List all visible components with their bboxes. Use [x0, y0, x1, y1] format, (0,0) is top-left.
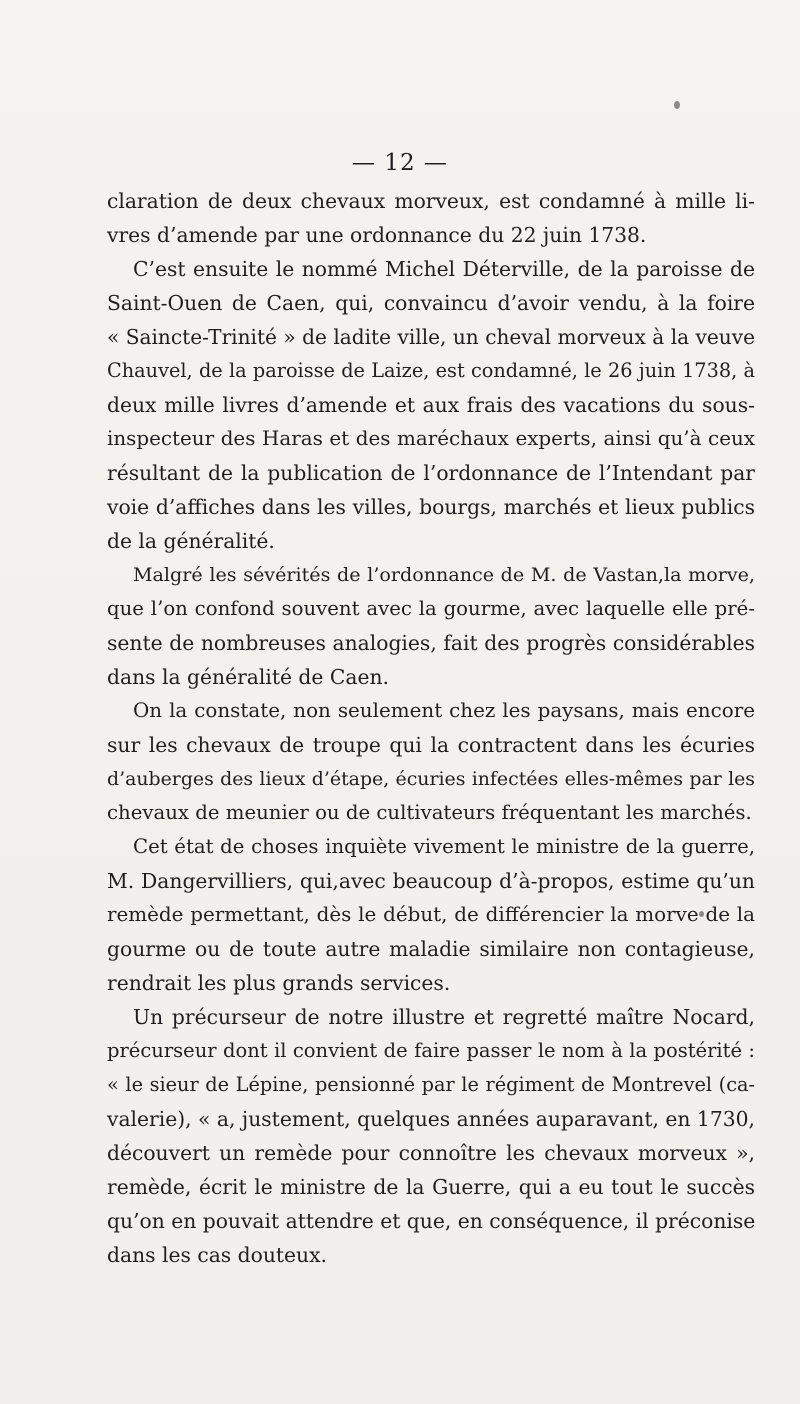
text-line: C’est ensuite le nommé Michel Déterville, de la paroisse de: [133, 257, 755, 281]
text-line: que l’on confond souvent avec la gourme, avec laquelle elle pré-: [107, 597, 755, 620]
text-line: sur les chevaux de troupe qui la contractent dans les écuries: [107, 733, 755, 757]
text-line: dans la généralité de Caen.: [107, 665, 389, 689]
text-line: remède, écrit le ministre de la Guerre, qui a eu tout le succès: [107, 1175, 755, 1199]
text-line: claration de deux chevaux morveux, est condamné à mille li-: [107, 189, 755, 213]
text-line: gourme ou de toute autre maladie similaire non contagieuse,: [107, 937, 755, 961]
text-line: deux mille livres d’amende et aux frais des vacations du sous-: [107, 393, 755, 417]
text-line: qu’on en pouvait attendre et que, en conséquence, il préconise: [107, 1209, 756, 1233]
ink-speck-top: [674, 101, 680, 109]
text-line: découvert un remède pour connoître les chevaux morveux »,: [107, 1141, 755, 1165]
text-line: d’auberges des lieux d’étape, écuries infectées elles-mêmes par les: [107, 768, 755, 790]
text-line: « le sieur de Lépine, pensionné par le régiment de Montrevel (ca-: [107, 1073, 755, 1096]
text-line: dans les cas douteux.: [107, 1243, 327, 1267]
text-line: chevaux de meunier ou de cultivateurs fréquentant les marchés.: [107, 801, 752, 824]
text-line: Malgré les sévérités de l’ordonnance de M. de Vastan,la morve,: [133, 563, 755, 586]
text-line: « Saincte-Trinité » de ladite ville, un cheval morveux à la veuve: [107, 325, 755, 349]
text-line: Cet état de choses inquiète vivement le ministre de la guerre,: [133, 835, 755, 858]
text-line: sente de nombreuses analogies, fait des progrès considérables: [107, 631, 755, 655]
text-line: Un précurseur de notre illustre et regretté maître Nocard,: [133, 1005, 755, 1029]
text-line: précurseur dont il convient de faire passer le nom à la postérité :: [107, 1039, 755, 1062]
text-line: voie d’affiches dans les villes, bourgs, marchés et lieux publics: [107, 495, 755, 519]
body-text: [107, 184, 755, 1272]
text-line: résultant de la publication de l’ordonnance de l’Intendant par: [107, 461, 755, 485]
text-line: remède permettant, dès le début, de différencier la morve de la: [107, 903, 755, 926]
text-line: valerie), « a, justement, quelques années auparavant, en 1730,: [107, 1107, 755, 1131]
page-number: — 12 —: [352, 150, 448, 176]
text-line: de la généralité.: [107, 529, 275, 553]
text-line: vres d’amende par une ordonnance du 22 juin 1738.: [107, 223, 647, 247]
text-line: rendrait les plus grands services.: [107, 971, 451, 995]
text-line: M. Dangervilliers, qui,avec beaucoup d’à-propos, estime qu’un: [107, 869, 755, 893]
text-line: Chauvel, de la paroisse de Laize, est condamné, le 26 juin 1738, à: [107, 359, 755, 382]
text-line: On la constate, non seulement chez les paysans, mais encore: [133, 699, 755, 722]
text-line: Saint-Ouen de Caen, qui, convaincu d’avoir vendu, à la foire: [107, 291, 755, 315]
text-line: inspecteur des Haras et des maréchaux experts, ainsi qu’à ceux: [107, 427, 755, 450]
